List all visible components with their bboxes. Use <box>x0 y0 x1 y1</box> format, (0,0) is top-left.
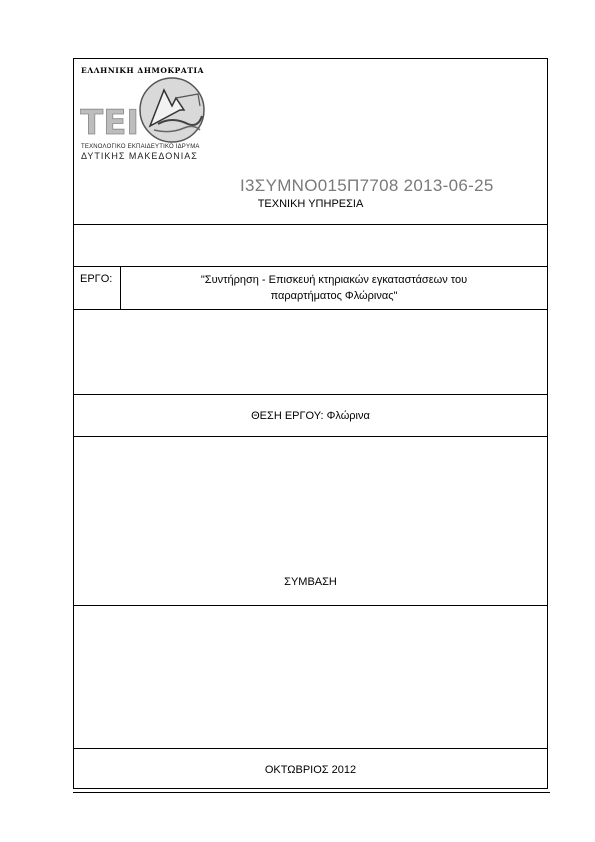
project-location: ΘΕΣΗ ΕΡΓΟΥ: Φλώρινα <box>251 410 370 422</box>
institution-line1: ΤΕΧΝΟΛΟΓΙΚΟ ΕΚΠΑΙΔΕΥΤΙΚΟ ΙΔΡΥΜΑ <box>81 144 200 150</box>
logo-letters: TEI <box>80 103 140 143</box>
divider <box>73 436 548 437</box>
bottom-rule <box>73 792 550 793</box>
document-type: ΣΥΜΒΑΣΗ <box>284 576 337 588</box>
tei-logo <box>80 76 210 146</box>
divider <box>73 394 548 395</box>
service-heading: ΤΕΧΝΙΚΗ ΥΠΗΡΕΣΙΑ <box>257 198 364 210</box>
project-title-line1: "Συντήρηση - Επισκευή κτηριακών εγκαταστάσεων του <box>200 274 468 286</box>
divider <box>73 224 548 225</box>
divider <box>73 309 548 310</box>
project-title <box>124 272 544 304</box>
project-separator <box>120 266 121 310</box>
institution-line2: ΔΥΤΙΚΗΣ ΜΑΚΕΔΟΝΙΑΣ <box>81 151 198 161</box>
divider <box>73 266 548 267</box>
project-title-line2: παραρτήματος Φλώρινας" <box>270 290 398 302</box>
document-frame <box>73 58 548 789</box>
government-heading: ΕΛΛΗΝΙΚΗ ΔΗΜΟΚΡΑΤΙΑ <box>81 66 205 75</box>
registry-stamp: Ι3ΣΥΜΝΟ015Π7708 2013-06-25 <box>240 176 494 195</box>
divider <box>73 748 548 749</box>
document-date: ΟΚΤΩΒΡΙΟΣ 2012 <box>264 764 357 776</box>
project-label: ΕΡΓΟ: <box>80 273 113 285</box>
divider <box>73 605 548 606</box>
